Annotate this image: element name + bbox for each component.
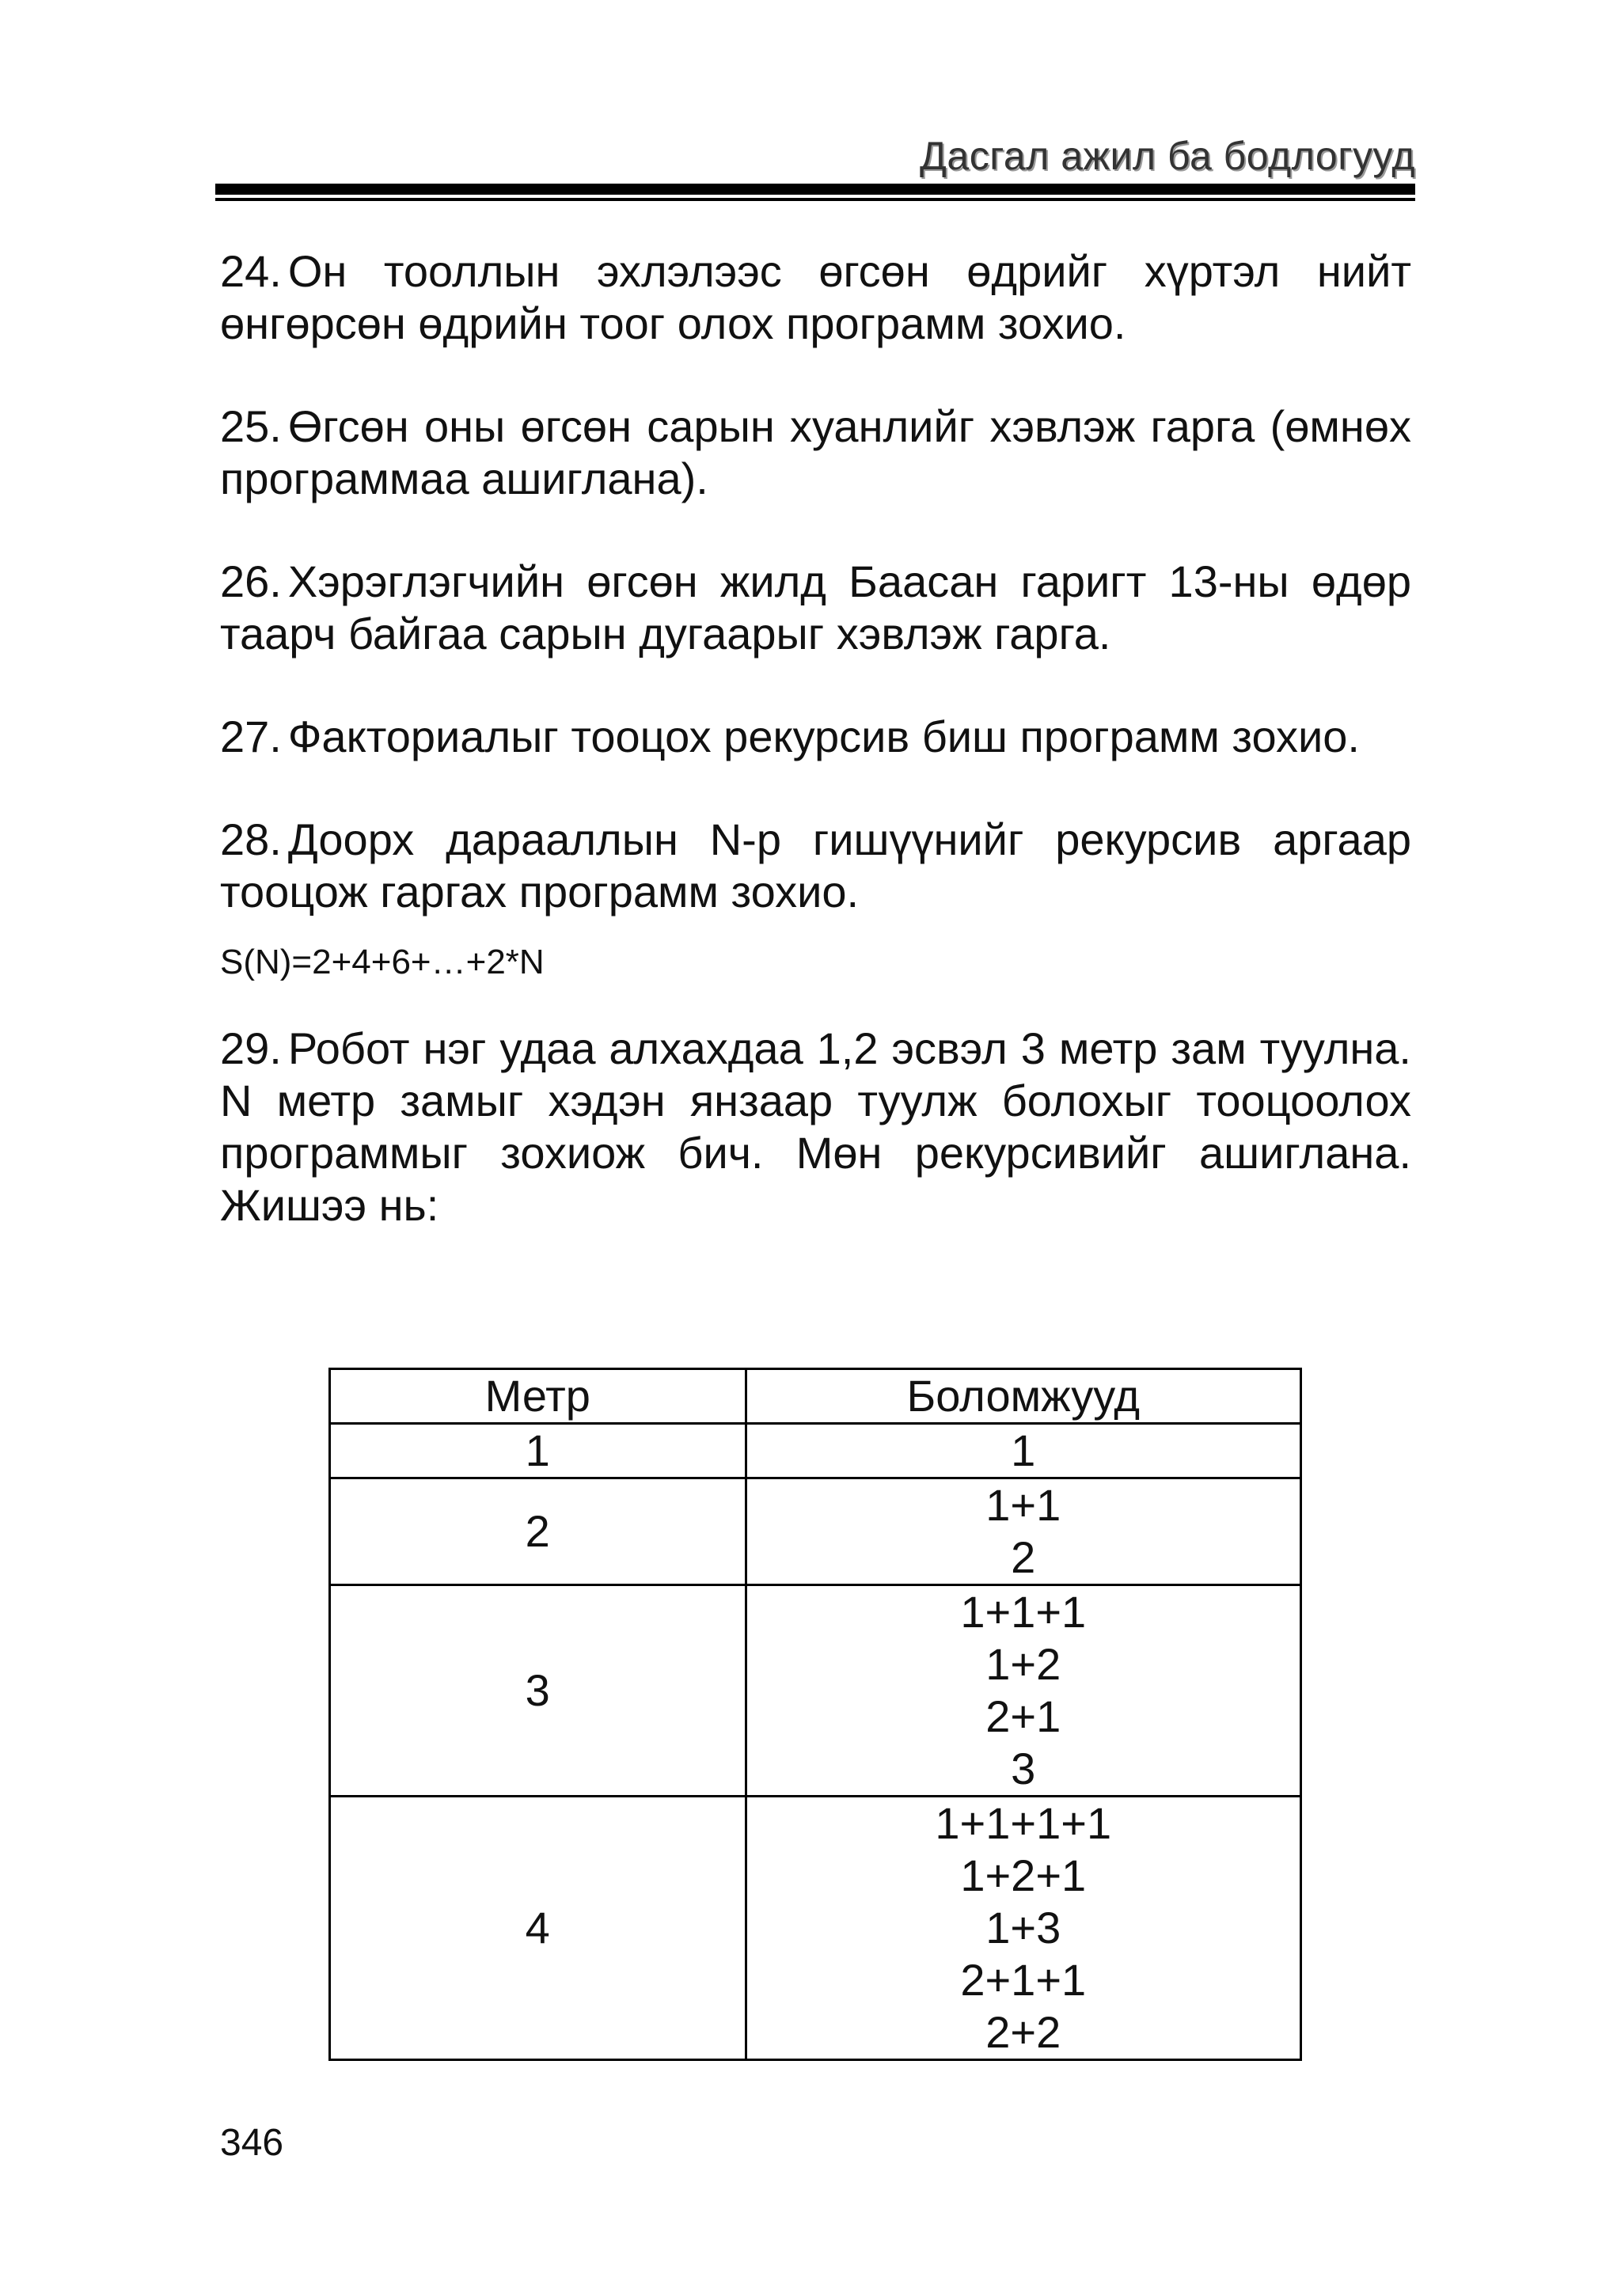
exercise-26 <box>220 556 1411 660</box>
exercise-24 <box>220 245 1411 350</box>
exercise-27 <box>220 711 1411 763</box>
exercise-29 <box>220 1023 1411 1231</box>
cell-meters: 4 <box>330 1797 746 2060</box>
option-line: 3 <box>1011 1744 1036 1793</box>
spacer <box>220 763 1411 814</box>
robot-steps-table-wrapper <box>328 1368 1302 2061</box>
running-header-title: Дасгал ажил ба бодлогууд <box>920 134 1415 178</box>
option-line: 1 <box>1011 1425 1036 1475</box>
exercise-25 <box>220 400 1411 505</box>
exercise-text: Доорх дарааллын N-р гишүүнийг рекурсив аргаар тооцож гаргах программ зохио. <box>220 814 1411 917</box>
cell-options <box>746 1585 1300 1797</box>
cell-options <box>746 1478 1300 1585</box>
table-row <box>330 1585 1301 1797</box>
spacer <box>220 505 1411 556</box>
option-line: 1+1+1 <box>960 1587 1087 1637</box>
spacer <box>220 350 1411 400</box>
option-line: 1+1 <box>985 1480 1061 1530</box>
spacer <box>220 660 1411 711</box>
exercise-text: Өгсөн оны өгсөн сарын хуанлийг хэвлэж гарга (өмнөх программаа ашиглана). <box>220 401 1411 503</box>
cell-meters: 2 <box>330 1478 746 1585</box>
table-row <box>330 1478 1301 1585</box>
page-content <box>220 245 1411 1231</box>
exercise-text: Факториалыг тооцох рекурсив биш программ зохио. <box>287 712 1360 761</box>
option-line: 2 <box>1011 1532 1036 1582</box>
sequence-formula: S(N)=2+4+6+…+2*N <box>220 943 545 981</box>
option-line: 1+2 <box>985 1639 1061 1689</box>
table-row <box>330 1424 1301 1478</box>
option-line: 2+1+1 <box>960 1955 1087 2005</box>
exercise-text: Робот нэг удаа алхахдаа 1,2 эсвэл 3 метр зам туулна. N метр замыг хэдэн янзаар туулж болохыг тооцоолох программыг зохиож бич. Мөн рекурсивийг ашиглана. Жишээ нь: <box>220 1023 1411 1230</box>
column-header-meters: Метр <box>330 1369 746 1424</box>
cell-meters: 3 <box>330 1585 746 1797</box>
cell-options <box>746 1797 1300 2060</box>
cell-options <box>746 1424 1300 1478</box>
exercise-number: 29. <box>220 1023 282 1073</box>
page-number: 346 <box>220 2122 284 2164</box>
option-line: 1+3 <box>985 1903 1061 1953</box>
exercise-number: 28. <box>220 814 282 864</box>
exercise-text: Хэрэглэгчийн өгсөн жилд Баасан гаригт 13-ны өдөр таарч байгаа сарын дугаарыг хэвлэж гарга. <box>220 556 1411 658</box>
header-rule-thin <box>215 198 1415 201</box>
option-line: 1+2+1 <box>960 1850 1087 1900</box>
option-line: 2+1 <box>985 1691 1061 1741</box>
option-line: 1+1+1+1 <box>935 1798 1112 1848</box>
table-row <box>330 1797 1301 2060</box>
robot-steps-table <box>328 1368 1302 2061</box>
exercise-number: 25. <box>220 401 282 451</box>
cell-meters: 1 <box>330 1424 746 1478</box>
exercise-number: 24. <box>220 246 282 296</box>
header-rule-thick <box>215 184 1415 195</box>
exercise-28 <box>220 814 1411 918</box>
column-header-options: Боломжууд <box>746 1369 1300 1424</box>
exercise-text: Он тооллын эхлэлээс өгсөн өдрийг хүртэл нийт өнгөрсөн өдрийн тоог олох программ зохио. <box>220 246 1411 348</box>
option-line: 2+2 <box>985 2007 1061 2057</box>
exercise-number: 26. <box>220 556 282 606</box>
table-header-row <box>330 1369 1301 1424</box>
spacer <box>220 985 1411 1023</box>
exercise-number: 27. <box>220 712 282 761</box>
